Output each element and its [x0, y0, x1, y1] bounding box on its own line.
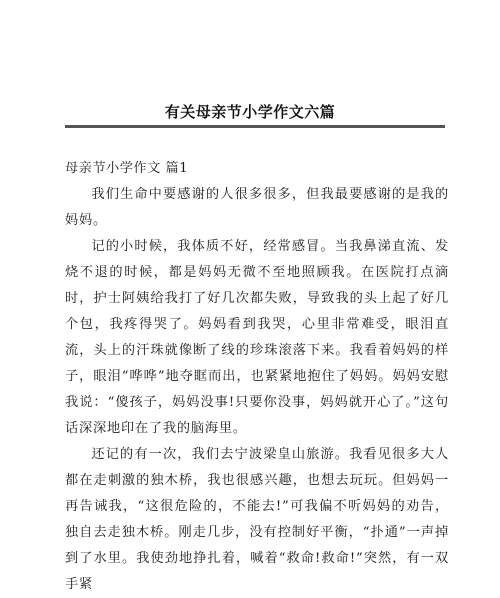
article-body — [65, 156, 449, 598]
document-title: 有关母亲节小学作文六篇 — [164, 103, 336, 121]
title-divider — [65, 125, 445, 128]
paragraph: 还记的有一次，我们去宁波梁皇山旅游。我看见很多大人都在走刺激的独木桥，我也很感兴趣，也想去玩玩。但妈妈一再告诫我，“这很危险的，不能去!”可我偏不听妈妈的劝告，独自去走独木桥。刚走几步，没有控制好平衡，“扑通”一声掉到了水里。我使劲地挣扎着，喊着“救命!救命!”突然，有一双手紧 — [65, 447, 449, 592]
section-heading: 母亲节小学作文 篇1 — [65, 161, 189, 176]
paragraph: 我们生命中要感谢的人很多很多，但我最要感谢的是我的妈妈。 — [65, 187, 449, 228]
paragraph: 记的小时候，我体质不好，经常感冒。当我鼻涕直流、发烧不退的时候，都是妈妈无微不至地照顾我。在医院打点滴时，护士阿姨给我打了好几次都失败，导致我的头上起了好几个包，我疼得哭了。妈妈看到我哭，心里非常难受，眼泪直流，头上的汗珠就像断了线的珍珠滚落下来。我看着妈妈的样子，眼泪“哗哗”地夺眶而出，也紧紧地抱住了妈妈。妈妈安慰我说：“傻孩子，妈妈没事!只要你没事，妈妈就开心了。”这句话深深地印在了我的脑海里。 — [65, 239, 449, 436]
